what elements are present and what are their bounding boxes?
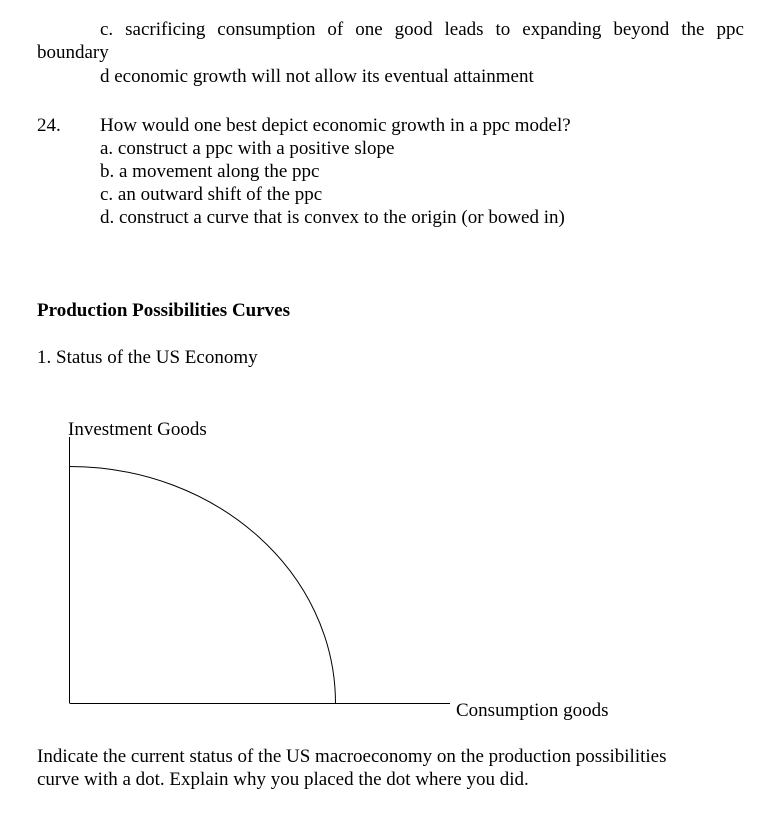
- q23-option-c-word: sacrificing: [125, 19, 206, 40]
- q23-option-d: d economic growth will not allow its eventual attainment: [100, 66, 534, 87]
- q23-option-c-word: good: [394, 19, 433, 40]
- instructions-line-2: curve with a dot. Explain why you placed the dot where you did.: [37, 769, 529, 790]
- q23-option-c-word: ppc: [716, 19, 744, 40]
- q23-option-c-word: expanding: [522, 19, 602, 40]
- q23-option-c-word: c.: [100, 19, 114, 40]
- q24-option-b: b. a movement along the ppc: [100, 161, 320, 182]
- x-axis-label: Consumption goods: [456, 700, 609, 721]
- y-axis-label: Investment Goods: [68, 419, 207, 440]
- section-item-1: 1. Status of the US Economy: [37, 347, 258, 368]
- q23-option-c-word: consumption: [217, 19, 316, 40]
- q23-option-c-word: of: [327, 19, 344, 40]
- q24-option-d: d. construct a curve that is convex to the origin (or bowed in): [100, 207, 565, 228]
- q24-number: 24.: [37, 115, 61, 136]
- q23-option-c-word: leads: [444, 19, 484, 40]
- q23-option-c-word: to: [495, 19, 511, 40]
- q24-prompt: How would one best depict economic growth in a ppc model?: [100, 115, 571, 136]
- q23-option-c-word: beyond: [613, 19, 670, 40]
- section-heading: Production Possibilities Curves: [37, 300, 290, 321]
- q23-option-c-word: the: [681, 19, 705, 40]
- q24-option-c: c. an outward shift of the ppc: [100, 184, 323, 205]
- q23-option-c-word: one: [355, 19, 383, 40]
- q23-option-c-continuation: boundary: [37, 42, 109, 63]
- ppc-curve: [70, 467, 336, 704]
- instructions-line-1: Indicate the current status of the US macroeconomy on the production possibilities: [37, 746, 667, 767]
- q24-option-a: a. construct a ppc with a positive slope: [100, 138, 395, 159]
